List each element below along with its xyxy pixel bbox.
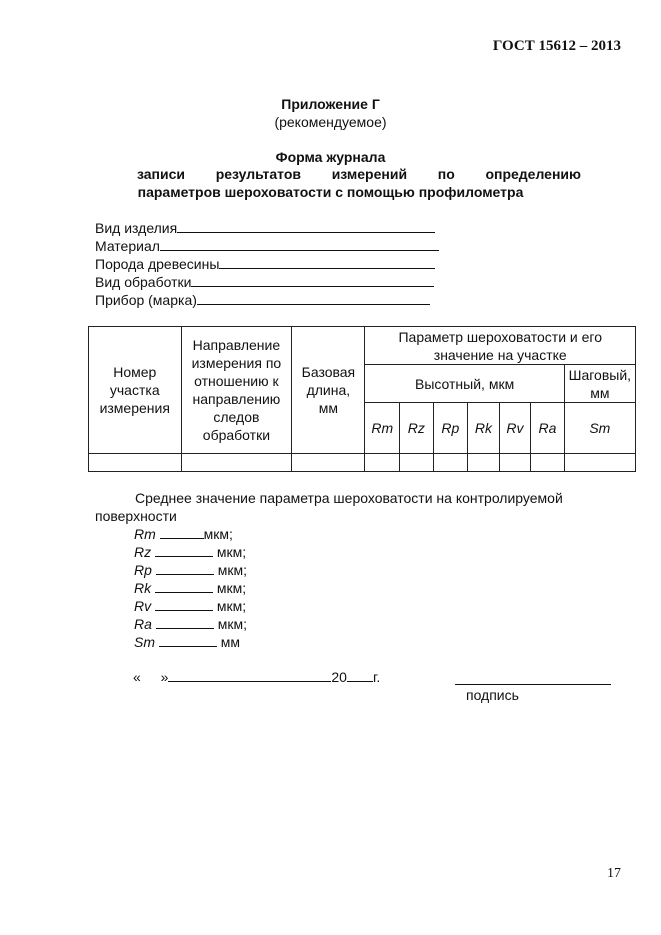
mean-param-name: Rp — [134, 562, 152, 578]
col-header-direction: Направление измерения по отношению к направлению следов обработки — [181, 327, 292, 454]
mean-blank[interactable] — [159, 633, 217, 647]
table-cell[interactable] — [292, 454, 365, 472]
col-header-height: Высотный, мкм — [365, 365, 564, 403]
field-blank[interactable] — [197, 291, 430, 305]
date-year-prefix: 20 — [331, 669, 347, 685]
mean-row-rv — [134, 597, 246, 615]
mean-blank[interactable] — [160, 525, 204, 539]
mean-param-name: Ra — [134, 616, 152, 632]
page-number: 17 — [607, 866, 621, 881]
standard-number: ГОСТ 15612 – 2013 — [492, 38, 621, 54]
mean-param-name: Rv — [134, 598, 152, 614]
form-title-word: по — [437, 166, 455, 182]
date-year-suffix: г. — [372, 669, 381, 685]
table-cell[interactable] — [89, 454, 182, 472]
date-quote-close: » — [160, 669, 169, 685]
mean-unit: мкм; — [203, 526, 233, 542]
field-label: Порода древесины — [95, 256, 220, 272]
field-label: Вид обработки — [95, 274, 192, 290]
table-cell[interactable] — [433, 454, 468, 472]
measurement-log-table — [88, 326, 636, 472]
form-title-word: определению — [485, 166, 581, 182]
table-cell[interactable] — [564, 454, 635, 472]
mean-blank[interactable] — [156, 561, 214, 575]
mean-blank[interactable] — [155, 579, 213, 593]
field-label: Материал — [95, 238, 160, 254]
mean-blank[interactable] — [155, 597, 213, 611]
param-header-rz: Rz — [400, 403, 434, 454]
table-row — [89, 454, 636, 472]
table-cell[interactable] — [365, 454, 400, 472]
form-title-word: записи — [137, 166, 186, 182]
field-processing-type — [95, 273, 434, 291]
mean-row-rp — [134, 561, 247, 579]
form-title-word: измерений — [331, 166, 408, 182]
date-year-blank[interactable] — [347, 668, 373, 682]
form-title-line3: параметров шероховатости с помощью профилометра — [137, 184, 524, 200]
date-line — [133, 668, 380, 685]
signature-label: подпись — [466, 687, 519, 703]
table-cell[interactable] — [468, 454, 500, 472]
field-label: Прибор (марка) — [95, 292, 197, 308]
form-title: Форма журнала — [275, 149, 386, 165]
form-title-line2 — [137, 166, 581, 182]
field-instrument — [95, 291, 430, 309]
param-header-sm: Sm — [564, 403, 635, 454]
mean-unit: мкм; — [216, 580, 247, 596]
mean-unit: мкм; — [217, 616, 247, 632]
param-header-rv: Rv — [499, 403, 531, 454]
mean-unit: мкм; — [217, 562, 247, 578]
table-cell[interactable] — [400, 454, 434, 472]
col-header-base-length: Базовая длина, мм — [292, 327, 365, 454]
col-header-step: Шаговый, мм — [564, 365, 635, 403]
mean-blank[interactable] — [156, 615, 214, 629]
mean-unit: мм — [220, 634, 241, 650]
col-header-number: Номер участка измерения — [89, 327, 182, 454]
table-cell[interactable] — [531, 454, 565, 472]
mean-blank[interactable] — [155, 543, 213, 557]
mean-unit: мкм; — [216, 544, 247, 560]
mean-row-rm — [134, 525, 233, 543]
param-header-rp: Rp — [433, 403, 468, 454]
mean-value-label: Среднее значение параметра шероховатости на контролируемой поверхности — [95, 490, 563, 524]
param-header-ra: Ra — [531, 403, 565, 454]
signature-line[interactable] — [455, 672, 611, 685]
mean-param-name: Rk — [134, 580, 152, 596]
field-blank[interactable] — [191, 273, 434, 287]
field-label: Вид изделия — [95, 220, 178, 236]
mean-row-ra — [134, 615, 247, 633]
field-wood-species — [95, 255, 435, 273]
param-header-rm: Rm — [365, 403, 400, 454]
table-cell[interactable] — [499, 454, 531, 472]
col-header-param-group: Параметр шероховатости и его значение на участке — [365, 327, 636, 365]
date-quote-open: « — [133, 669, 141, 685]
appendix-subtitle: (рекомендуемое) — [274, 114, 387, 130]
mean-param-name: Sm — [134, 634, 155, 650]
mean-row-rk — [134, 579, 246, 597]
mean-row-sm — [134, 633, 240, 651]
param-header-rk: Rk — [468, 403, 500, 454]
field-blank[interactable] — [160, 237, 439, 251]
mean-unit: мкм; — [216, 598, 247, 614]
table-cell[interactable] — [181, 454, 292, 472]
field-blank[interactable] — [177, 219, 435, 233]
mean-row-rz — [134, 543, 246, 561]
field-product-type — [95, 219, 435, 237]
field-material — [95, 237, 439, 255]
appendix-title: Приложение Г — [281, 96, 380, 112]
mean-param-name: Rm — [134, 526, 156, 542]
mean-param-name: Rz — [134, 544, 152, 560]
field-blank[interactable] — [219, 255, 435, 269]
date-month-blank[interactable] — [168, 668, 331, 682]
form-title-word: результатов — [215, 166, 301, 182]
